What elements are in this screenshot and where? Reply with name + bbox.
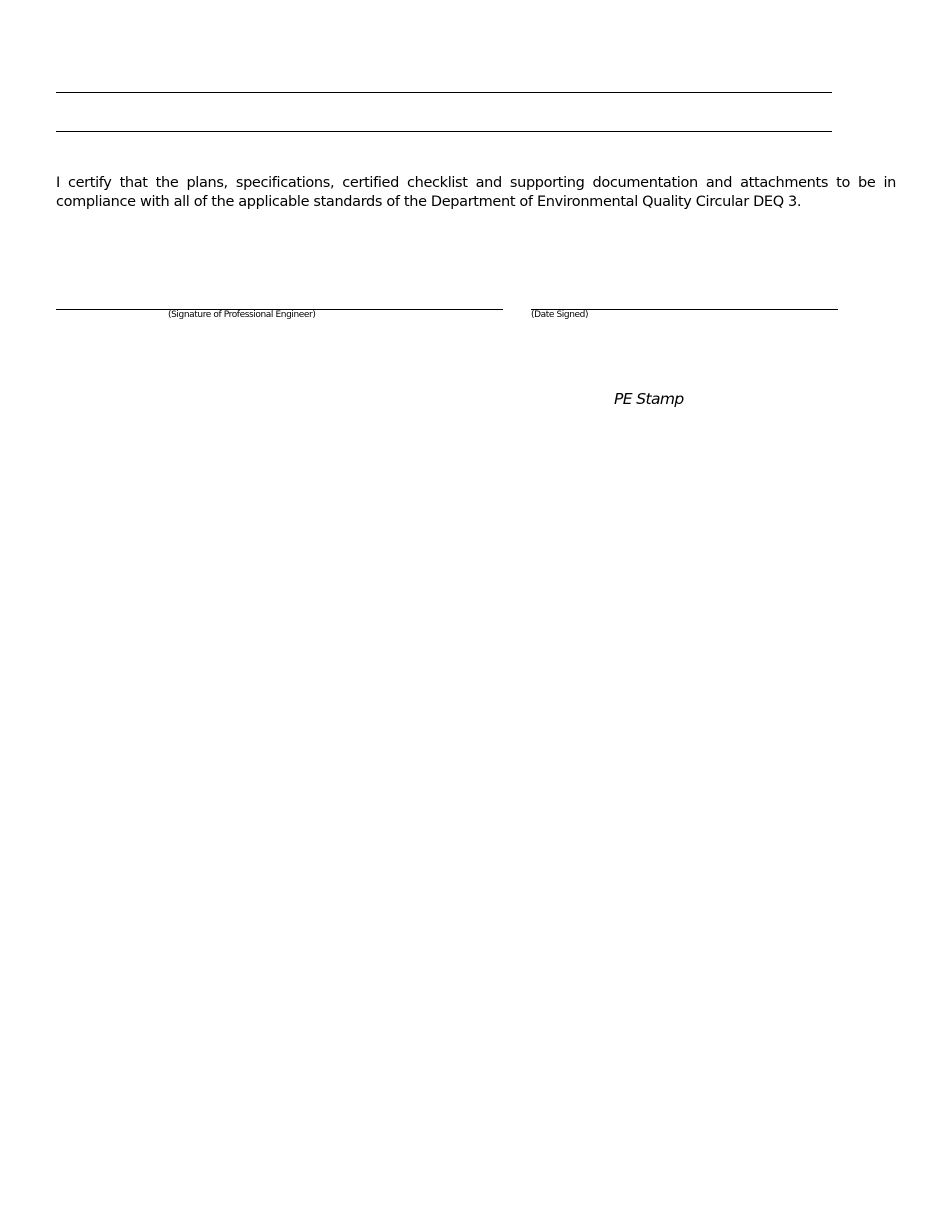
blank-fill-line[interactable] [56,131,832,132]
signature-caption: (Signature of Professional Engineer) [168,310,316,320]
blank-fill-line[interactable] [56,92,832,93]
certification-statement: I certify that the plans, specifications, certified checklist and supporting documentation and attachments to be in compliance with all of the applicable standards of the Department of Environmental Quality Circular DEQ 3. [56,175,896,210]
date-signed-caption: (Date Signed) [531,310,589,320]
pe-stamp-label: PE Stamp [614,390,684,408]
